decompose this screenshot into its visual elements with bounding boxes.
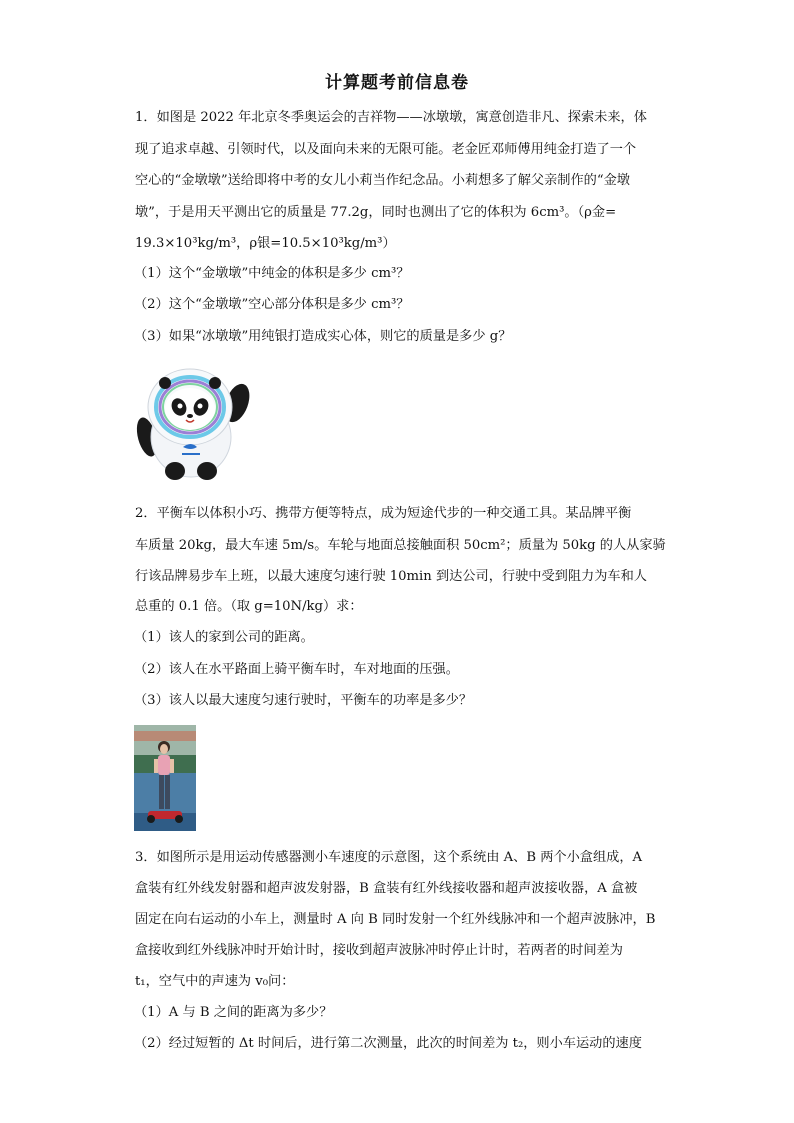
q2-line-4: 总重的 0.1 倍。（取 g=10N/kg）求： xyxy=(135,599,363,614)
q1-line-1: 1．如图是 2022 年北京冬季奥运会的吉祥物——冰墩墩，寓意创造非凡、探索未来，体 xyxy=(135,110,647,125)
q2-line-3: 行该品牌易步车上班，以最大速度匀速行驶 10min 到达公司，行驶中受到阻力为车和人 xyxy=(135,569,647,584)
q2-sub-3: （3）该人以最大速度匀速行驶时，平衡车的功率是多少？ xyxy=(134,693,473,708)
q1-sub-1: （1）这个“金墩墩”中纯金的体积是多少 cm³？ xyxy=(134,266,410,281)
q3-line-3: 固定在向右运动的小车上，测量时 A 向 B 同时发射一个红外线脉冲和一个超声波脉冲，B xyxy=(135,912,656,927)
q3-line-5: t₁，空气中的声速为 v₀问： xyxy=(135,974,295,989)
q3-sub-1: （1）A 与 B 之间的距离为多少？ xyxy=(134,1005,333,1020)
q1-line-3: 空心的“金墩墩”送给即将中考的女儿小莉当作纪念品。小莉想多了解父亲制作的“金墩 xyxy=(135,173,630,188)
q2-line-1: 2．平衡车以体积小巧、携带方便等特点，成为短途代步的一种交通工具。某品牌平衡 xyxy=(135,506,632,521)
q3-sub-2: （2）经过短暂的 Δt 时间后，进行第二次测量，此次的时间差为 t₂，则小车运动的速度 xyxy=(134,1036,642,1051)
q1-line-4: 墩”，于是用天平测出它的质量是 77.2g，同时也测出了它的体积为 6cm³。（ρ金= xyxy=(135,205,617,220)
balance-car-photo xyxy=(134,725,196,831)
q3-line-4: 盒接收到红外线脉冲时开始计时，接收到超声波脉冲时停止计时，若两者的时间差为 xyxy=(135,943,623,958)
q3-line-2: 盒装有红外线发射器和超声波发射器，B 盒装有红外线接收器和超声波接收器，A 盒被 xyxy=(135,881,638,896)
q1-sub-2: （2）这个“金墩墩”空心部分体积是多少 cm³？ xyxy=(134,297,410,312)
q2-line-2: 车质量 20kg，最大车速 5m/s。车轮与地面总接触面积 50cm²；质量为 50kg 的人从家骑 xyxy=(135,538,666,553)
bing-dwen-dwen-image xyxy=(133,365,251,483)
q1-line-2: 现了追求卓越、引领时代，以及面向未来的无限可能。老金匠邓师傅用纯金打造了一个 xyxy=(135,142,637,157)
q2-sub-2: （2）该人在水平路面上骑平衡车时，车对地面的压强。 xyxy=(134,662,459,677)
q2-sub-1: （1）该人的家到公司的距离。 xyxy=(134,630,314,645)
page-title: 计算题考前信息卷 xyxy=(325,73,469,93)
q1-line-5: 19.3×10³kg/m³，ρ银=10.5×10³kg/m³） xyxy=(135,236,396,251)
q3-line-1: 3．如图所示是用运动传感器测小车速度的示意图，这个系统由 A、B 两个小盒组成，A xyxy=(135,850,643,865)
q1-sub-3: （3）如果“冰墩墩”用纯银打造成实心体，则它的质量是多少 g？ xyxy=(134,329,512,344)
